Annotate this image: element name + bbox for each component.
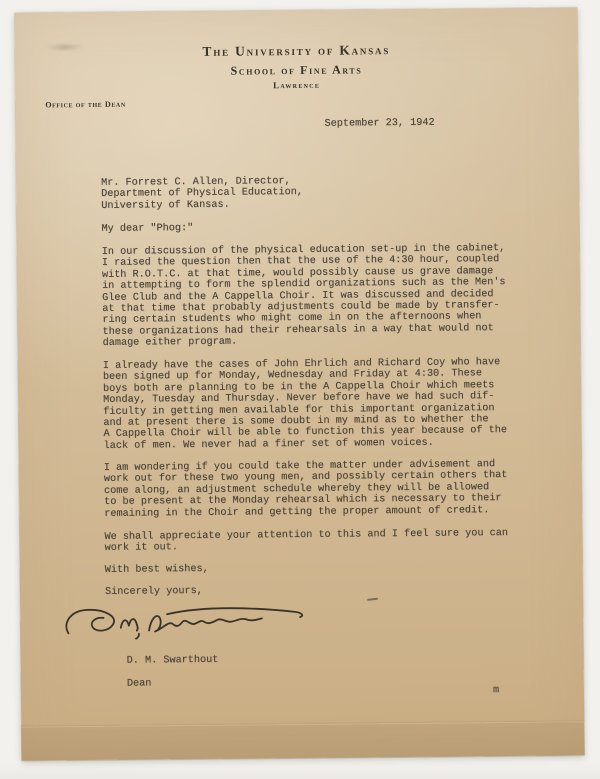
letter-page [14, 7, 584, 760]
letterhead-school: School of Fine Arts [230, 62, 363, 78]
signature-stroke-name [149, 615, 262, 632]
typed-signature-block [126, 644, 218, 702]
letter-date: September 23, 1942 [324, 117, 435, 130]
stray-pen-mark [367, 598, 378, 601]
handwritten-signature [62, 598, 314, 644]
body-paragraph-1: In our discussion of the physical education set-up in the cabinet, I raised the question then that the use of the 4:30 hour, coupled with R.O.T.C. at that time, would possibly cause us grave damage in attempting to form the splendid organizations such as the Men's Glee Club and the A Cappella Choir. It was discussed and decided at that time that probably adjustments could be made by transfer- ring certain students who might come in on the afternoons when these organizations had their rehearsals in a way that would not damage either program. [101, 243, 506, 350]
body-paragraph-2: I already have the cases of John Ehrlich and Richard Coy who have been signed up for Monday, Wednesday and Friday at 4:30. These boys both are planning to be in the A Cappella Choir which meets Monday, Tuesday and Thursday. Never before have we had such dif- ficulty in getting men available for this important organization and at present there is some doubt in my mind as to whether the A Cappella Choir will be able to function this year because of the lack of men. We never had a finer set of women voices. [102, 357, 508, 452]
letterhead-city: Lawrence [273, 79, 321, 91]
salutation: My dear "Phog:" [101, 223, 194, 235]
typed-signer-name: D. M. Swarthout [126, 655, 219, 668]
body-paragraph-4: We shall appreciate your attention to this and I feel sure you can work it out. [104, 528, 508, 555]
signature-stroke-m [121, 619, 139, 639]
typed-signer-title: Dean [126, 678, 152, 690]
closing-regards: With best wishes, [104, 563, 209, 576]
recipient-address: Mr. Forrest C. Allen, Director, Department of Physical Education, University of Kansas. [101, 176, 303, 212]
signature-stroke-flourish [167, 608, 302, 619]
body-paragraph-3: I am wondering if you could take the matter under advisement and work out for these two young men, and possibly certain others that come along, an adjustment schedule whereby they will be allowed to be present at the Monday rehearsal which is necessary to their remaining in the Choir and getting the proper amount of credit. [103, 459, 508, 520]
paper-fold-crease [21, 721, 584, 761]
typist-initial: m [492, 685, 500, 697]
letterhead-office-of-dean: Office of the Dean [45, 99, 126, 110]
signature-stroke-d-loop [66, 610, 114, 634]
letterhead-university: The University of Kansas [202, 42, 391, 59]
closing-signoff: Sincerely yours, [104, 585, 203, 598]
